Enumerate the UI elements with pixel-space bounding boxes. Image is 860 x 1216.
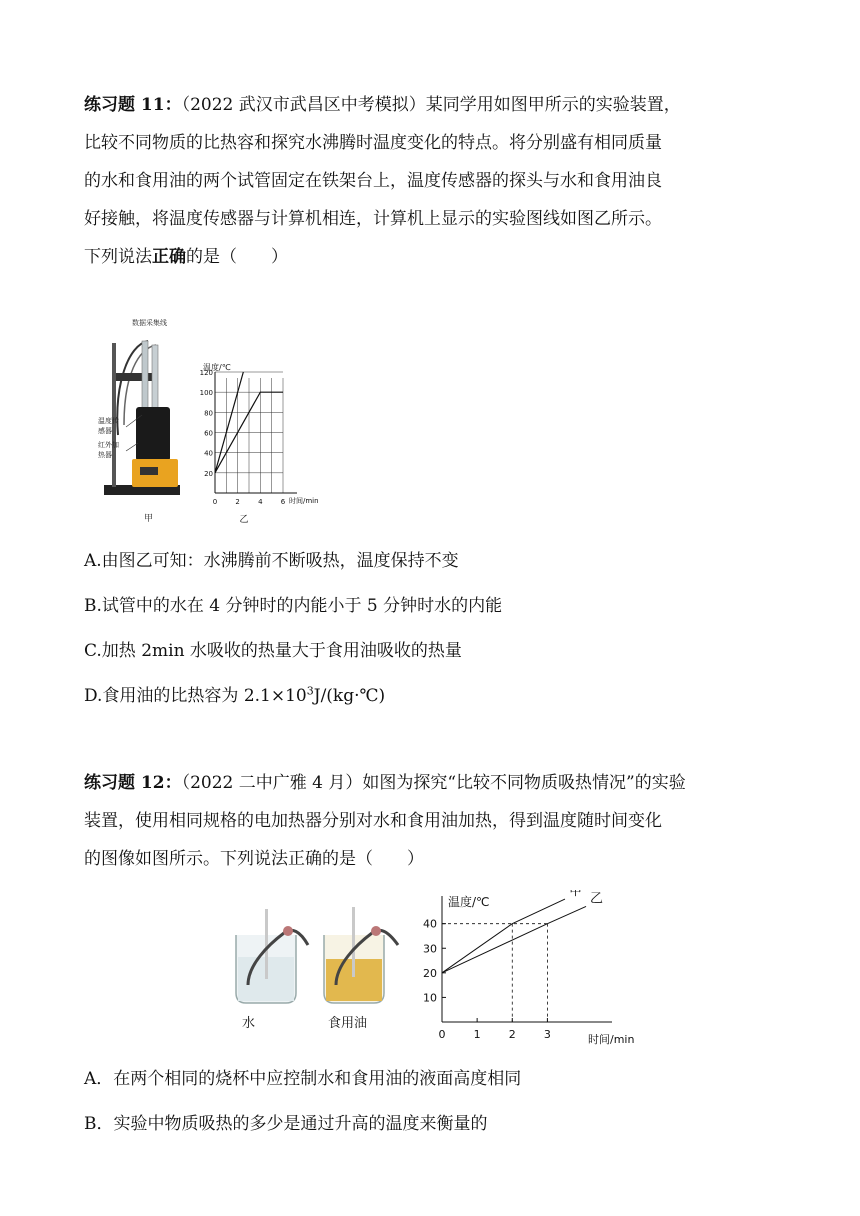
heater-plug-2 (371, 926, 381, 936)
chart2-series-line-1 (442, 899, 565, 973)
q12-line-2: 装置，使用相同规格的电加热器分别对水和食用油加热，得到温度随时间变化 (84, 811, 662, 831)
chart2-ytick-label: 20 (423, 966, 437, 980)
chart2-series-line-2 (442, 906, 586, 972)
caption-yi: 乙 (239, 515, 249, 525)
chart1-ytick-label: 120 (200, 369, 213, 377)
q11-line-5 (84, 238, 784, 276)
heater-plug-1 (283, 926, 293, 936)
chart1-ytick-label: 20 (204, 469, 213, 478)
q11-chart-figure (200, 360, 330, 525)
chart2-xtick-label: 1 (473, 1028, 481, 1041)
chart2-ytick-label: 40 (423, 917, 437, 931)
q11-emphasis: 正确 (152, 247, 186, 267)
thermometer-1 (265, 909, 268, 979)
beakers-illustration (228, 905, 418, 1035)
chart1-xtick-label: 0 (212, 498, 218, 506)
q12-label: 练习题 12： (84, 773, 182, 793)
q11-option-b[interactable]: B.试管中的水在 4 分钟时的内能小于 5 分钟时水的内能 (84, 596, 503, 616)
caption-water: 水 (242, 1016, 256, 1031)
chart1-ylabel: 温度/℃ (203, 363, 231, 372)
q11-option-a[interactable]: A.由图乙可知：水沸腾前不断吸热，温度保持不变 (84, 551, 459, 571)
q11-option-d-sup: 3 (306, 684, 314, 698)
chart1-xtick-label: 4 (258, 498, 263, 506)
q11-line-3: 的水和食用油的两个试管固定在铁架台上，温度传感器的探头与水和食用油良 (84, 171, 662, 191)
q11-stem (84, 86, 784, 276)
q11-line-1 (84, 86, 784, 124)
q12-chart-figure (412, 890, 634, 1050)
stand-rod (112, 343, 116, 487)
chart1-series-line-1 (215, 372, 243, 473)
chart2-series-label-1: 甲 (568, 890, 582, 900)
label-data-cable: 数据采集线 (132, 319, 167, 327)
q11-option-c[interactable]: C.加热 2min 水吸收的热量大于食用油吸收的热量 (84, 641, 462, 661)
caption-jia: 甲 (144, 514, 154, 524)
q12-line-3: 的图像如图所示。下列说法正确的是（ ） (84, 849, 424, 869)
label-heater-1: 红外加 (98, 441, 119, 449)
q11-line-2: 比较不同物质的比热容和探究水沸腾时温度变化的特点。将分别盛有相同质量 (84, 133, 662, 153)
q11-chart (200, 360, 330, 525)
chart1-xlabel: 时间/min (289, 497, 319, 505)
q12-beakers-figure (228, 905, 418, 1035)
q11-last-pre: 下列说法 (84, 247, 152, 267)
chart1-ytick-label: 100 (200, 389, 213, 398)
chart2-xtick-label: 3 (543, 1028, 551, 1041)
q12-chart (412, 890, 634, 1050)
caption-oil: 食用油 (328, 1016, 368, 1031)
q12-stem (84, 764, 784, 878)
apparatus-illustration (98, 315, 198, 525)
chart1-ytick-label: 60 (204, 429, 213, 438)
thermometer-2 (352, 907, 355, 977)
q11-last-post: 的是（ ） (186, 247, 288, 267)
chart2-ytick-label: 10 (423, 991, 437, 1005)
q12-line-1 (84, 764, 784, 802)
q12-text: （2022 二中广雅 4 月）如图为探究“比较不同物质吸热情况”的实验 (181, 773, 686, 793)
display-panel (140, 467, 158, 475)
q12-option-b[interactable]: B．实验中物质吸热的多少是通过升高的温度来衡量的 (84, 1114, 488, 1134)
chart1-ytick-label: 40 (204, 449, 213, 458)
chart2-series-label-2: 乙 (590, 891, 604, 907)
q11-label: 练习题 11： (84, 95, 182, 115)
label-sensor-2: 感器 (98, 427, 112, 435)
q11-text: （2022 武汉市武昌区中考模拟）某同学用如图甲所示的实验装置， (181, 95, 681, 115)
chart1-xtick-label: 2 (235, 498, 240, 506)
chart2-ylabel: 温度/℃ (448, 895, 490, 909)
chart1-xtick-label: 6 (280, 498, 286, 506)
q11-line-4: 好接触，将温度传感器与计算机相连，计算机上显示的实验图线如图乙所示。 (84, 209, 662, 229)
chart2-xtick-label: 2 (508, 1028, 516, 1041)
q11-option-d[interactable] (84, 681, 385, 706)
q11-apparatus-figure (98, 315, 198, 525)
infrared-heater (136, 407, 170, 461)
q12-option-a[interactable]: A．在两个相同的烧杯中应控制水和食用油的液面高度相同 (84, 1069, 522, 1089)
q11-option-d-pre: D.食用油的比热容为 2.1×10 (84, 686, 307, 706)
q11-option-d-post: J/(kg·℃) (313, 686, 386, 706)
label-heater-2: 热器 (98, 451, 112, 459)
chart2-ytick-label: 30 (423, 942, 437, 956)
chart2-xtick-label: 0 (438, 1028, 446, 1041)
chart1-ytick-label: 80 (204, 409, 213, 418)
label-sensor-1: 温度传 (98, 417, 119, 425)
chart2-xlabel: 时间/min (588, 1033, 634, 1046)
